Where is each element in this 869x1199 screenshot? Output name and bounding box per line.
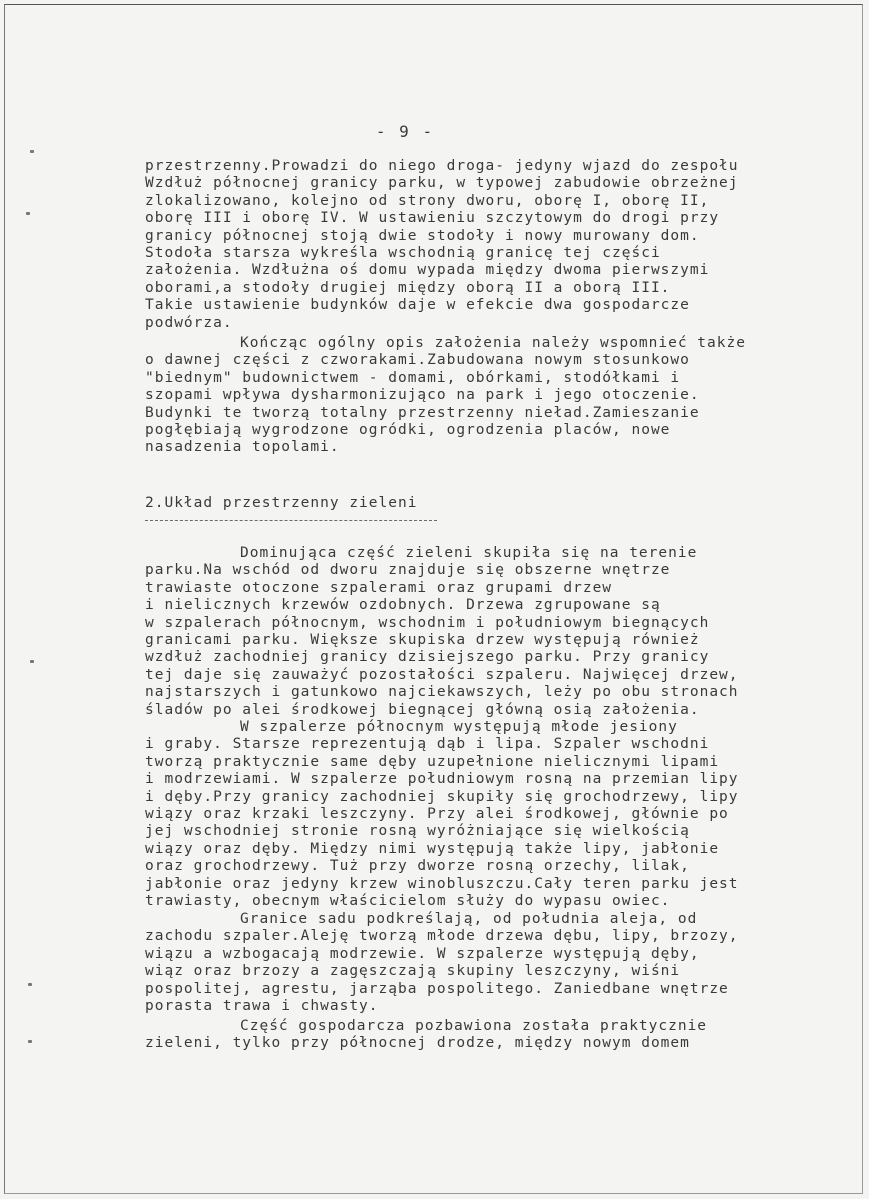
text-line: zlokalizowano, kolejno od strony dworu, oborę I, oborę II, — [145, 192, 710, 209]
text-line: Granice sadu podkreślają, od południa aleja, od — [240, 911, 698, 927]
text-line: założenia. Wzdłużna oś domu wypada między dwoma pierwszymi — [145, 262, 710, 279]
text-line: oraz grochodrzewy. Tuż przy dworze rosną orzechy, lilak, — [145, 858, 690, 875]
text-line: i graby. Starsze reprezentują dąb i lipa. Szpaler wschodni — [145, 736, 710, 753]
text-line: Część gospodarcza pozbawiona została praktycznie — [240, 1018, 708, 1034]
text-line: i nielicznych krzewów ozdobnych. Drzewa zgrupowane są — [145, 597, 661, 614]
text-line: i modrzewiami. W szpalerze południowym rosną na przemian lipy — [145, 771, 739, 788]
text-line: wiąz oraz brzozy a zagęszczają skupiny leszczyny, wiśni — [145, 963, 681, 980]
paragraph-1 — [145, 158, 785, 332]
text-line: W szpalerze północnym występują młode jesiony — [240, 719, 678, 735]
text-line: zachodu szpaler.Aleję tworzą młode drzewa dębu, lipy, brzozy, — [145, 928, 739, 945]
text-line: trawiasty, obecnym właścicielom służy do wypasu owiec. — [145, 892, 671, 909]
text-line: podwórza. — [145, 314, 233, 331]
text-line: wiązu a wzbogacają modrzewie. W szpalerze występują dęby, — [145, 945, 700, 962]
text-line: Kończąc ogólny opis założenia należy wspomnieć także — [240, 335, 746, 351]
text-line: trawiaste otoczone szpalerami oraz grupami drzew — [145, 579, 613, 596]
punch-mark — [30, 660, 34, 663]
text-line: o dawnej części z czworakami.Zabudowana nowym stosunkowo — [145, 352, 690, 369]
text-line: Budynki te tworzą totalny przestrzenny nieład.Zamieszanie — [145, 404, 700, 421]
punch-mark — [28, 983, 32, 986]
text-line: tworzą praktycznie same dęby uzupełnione nielicznymi lipami — [145, 753, 720, 770]
paragraph-2 — [145, 335, 785, 457]
text-line: "biednym" budownictwem - domami, obórkami, stodółkami i — [145, 369, 681, 386]
text-line: jej wschodniej stronie rosną wyróżniające się wielkością — [145, 823, 690, 840]
text-line: tej daje się zauważyć pozostałości szpaleru. Najwięcej drzew, — [145, 666, 739, 683]
text-line: wiązy oraz dęby. Między nimi występują także lipy, jabłonie — [145, 840, 720, 857]
text-line: nasadzenia topolami. — [145, 439, 340, 456]
section-heading: 2.Układ przestrzenny zieleni — [145, 495, 418, 511]
text-line: i dęby.Przy granicy zachodniej skupiły się grochodrzewy, lipy — [145, 788, 739, 805]
paragraph-5 — [145, 911, 785, 1015]
text-line: Stodoła starsza wykreśla wschodnią granicę tej części — [145, 244, 661, 261]
punch-mark — [28, 1040, 32, 1043]
text-line: jabłonie oraz jedyny krzew winobluszczu.Cały teren parku jest — [145, 875, 739, 892]
text-line: oborami,a stodoły drugiej między oborą II a oborą III. — [145, 279, 671, 296]
text-line: szopami wpływa dysharmonizująco na park i jego otoczenie. — [145, 387, 700, 404]
text-line: wzdłuż zachodniej granicy dzisiejszego parku. Przy granicy — [145, 649, 710, 666]
paragraph-4 — [145, 719, 785, 910]
text-line: parku.Na wschód od dworu znajduje się obszerne wnętrze — [145, 562, 671, 579]
text-line: Wzdłuż północnej granicy parku, w typowej zabudowie obrzeżnej — [145, 175, 739, 192]
text-line: porasta trawa i chwasty. — [145, 997, 379, 1014]
punch-mark — [26, 212, 30, 215]
paragraph-6 — [145, 1018, 785, 1053]
paragraph-3 — [145, 545, 785, 719]
text-line: najstarszych i gatunkowo najciekawszych, leży po obu stronach — [145, 684, 739, 701]
text-line: granicami parku. Większe skupiska drzew występują również — [145, 631, 700, 648]
page-number: - 9 - — [375, 122, 435, 141]
text-line: wiązy oraz krzaki leszczyny. Przy alei środkowej, głównie po — [145, 805, 729, 822]
text-line: granicy północnej stoją dwie stodoły i nowy murowany dom. — [145, 227, 700, 244]
punch-mark — [30, 150, 34, 153]
text-line: śladów po alei środkowej biegnącej główną osią założenia. — [145, 701, 700, 718]
text-line: oborę III i oborę IV. W ustawieniu szczytowym do drogi przy — [145, 210, 720, 227]
text-line: Takie ustawienie budynków daje w efekcie dwa gospodarcze — [145, 297, 690, 314]
text-line: Dominująca część zieleni skupiła się na terenie — [240, 545, 698, 561]
text-line: pospolitej, agrestu, jarząba pospolitego. Zaniedbane wnętrze — [145, 980, 729, 997]
text-line: pogłębiają wygrodzone ogródki, ogrodzenia placów, nowe — [145, 421, 671, 438]
text-line: w szpalerach północnym, wschodnim i południowym biegnących — [145, 614, 710, 631]
heading-underline — [145, 520, 437, 521]
text-line: zieleni, tylko przy północnej drodze, między nowym domem — [145, 1035, 690, 1052]
text-line: przestrzenny.Prowadzi do niego droga- jedyny wjazd do zespołu — [145, 158, 739, 174]
